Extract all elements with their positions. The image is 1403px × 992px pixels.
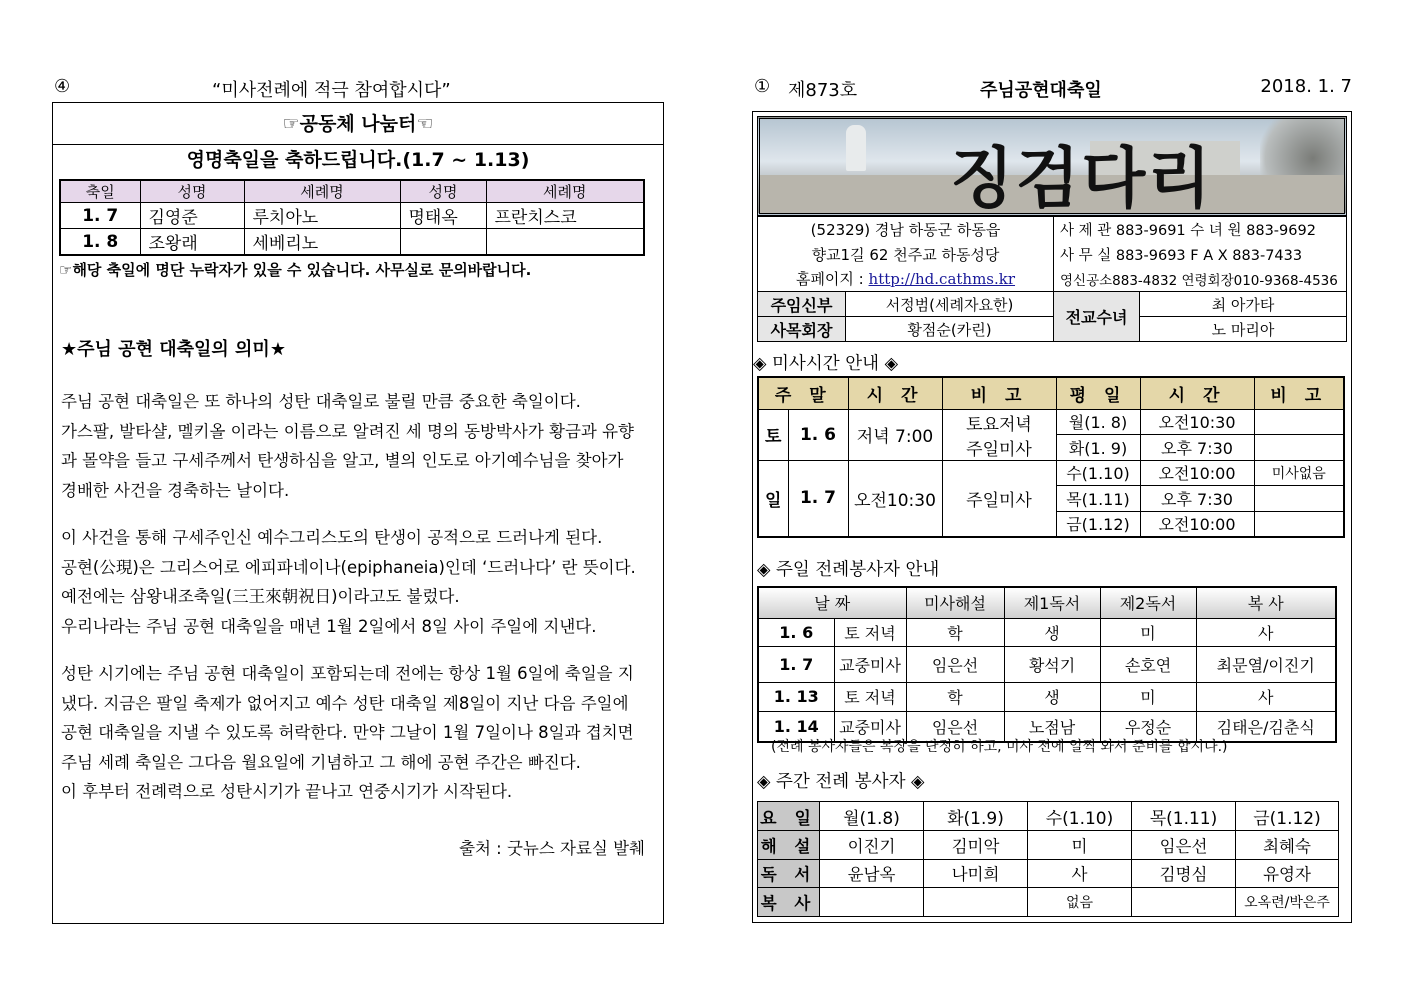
table-header: 미사해설	[906, 587, 1004, 618]
table-header: 화(1.9)	[924, 802, 1028, 831]
bulletin-title: 주님공현대축일	[980, 80, 1102, 101]
table-cell: 세베리노	[244, 229, 400, 256]
weekday-time: 오전10:00	[1140, 460, 1254, 486]
text-line: 이 사건을 통해 구세주인신 예수그리스도의 탄생이 공적으로 드러나게 된다.	[61, 528, 603, 547]
pastor-label: 주임신부	[758, 292, 846, 317]
weekday: 화(1. 9)	[1056, 435, 1140, 461]
table-cell: 오옥련/박은주	[1236, 888, 1339, 917]
table-header-row	[60, 180, 644, 203]
table-cell: 1. 14	[758, 711, 834, 742]
bulletin-name: 징검다리	[950, 139, 1214, 216]
table-header: 축일	[60, 180, 140, 203]
table-header: 비 고	[942, 377, 1056, 409]
table-header: 세례명	[486, 180, 644, 203]
mass-schedule-table	[757, 376, 1345, 538]
weekday: 금(1.12)	[1056, 511, 1140, 537]
weekday-note	[1254, 435, 1344, 461]
table-header: 평 일	[1056, 377, 1140, 409]
table-cell: 생	[1004, 618, 1100, 647]
text-line: 주님 공현 대축일은 또 하나의 성탄 대축일로 불릴 만큼 중요한 축일이다.	[61, 392, 581, 411]
text-line: 경배한 사건을 경축하는 날이다.	[61, 480, 290, 500]
right-page-content	[752, 111, 1352, 923]
table-header: 금(1.12)	[1236, 802, 1339, 831]
table-cell: 1. 6	[758, 618, 834, 647]
contact-line: 사 제 관 883-9691 수 녀 원 883-9692	[1054, 217, 1347, 242]
table-cell: 사	[1028, 859, 1132, 888]
table-cell: 1. 7	[60, 203, 140, 229]
left-page-number: ④	[54, 76, 71, 97]
text-line: 공현 대축일을 지낼 수 있도록 허락한다. 만약 그날이 1월 7일이나 8일과 겹치면	[61, 723, 634, 742]
table-cell: 이진기	[820, 831, 924, 860]
weekly-servers-table	[757, 801, 1339, 917]
council-label: 사목회장	[758, 317, 846, 342]
table-row	[758, 317, 1347, 342]
table-row	[758, 217, 1347, 242]
feast-day-table	[59, 179, 645, 256]
text-line: 과 몰약을 들고 구세주께서 탄생하심을 알고, 별의 인도로 아기예수님을 찾아가	[61, 451, 624, 470]
slogan: “미사전례에 적극 참여합시다”	[212, 80, 451, 101]
text-line: 이 후부터 전례력으로 성탄시기가 끝나고 연중시기가 시작된다.	[61, 782, 513, 801]
table-header-row	[758, 587, 1336, 618]
feast-notice: ☞해당 축일에 명단 누락자가 있을 수 있습니다. 사무실로 문의바랍니다.	[59, 261, 532, 279]
text-line: 냈다. 지금은 팔일 축제가 없어지고 예수 성탄 대축일 제8일이 지난 다음 주일에	[61, 693, 629, 713]
table-cell	[400, 229, 486, 256]
table-cell: 김영준	[140, 203, 244, 229]
table-cell: 사	[1196, 618, 1336, 647]
table-cell	[1132, 888, 1236, 917]
table-row	[758, 683, 1336, 712]
note-line: 토요저녁	[966, 414, 1032, 435]
table-cell: 윤남옥	[820, 859, 924, 888]
table-cell	[924, 888, 1028, 917]
address-line: (52329) 경남 하동군 하동읍	[758, 217, 1054, 242]
sister-name: 노 마리아	[1140, 317, 1347, 342]
right-page-number: ①	[754, 76, 771, 97]
table-cell: 나미희	[924, 859, 1028, 888]
table-cell: 김태은/김춘식	[1196, 711, 1336, 742]
table-cell: 1. 7	[758, 647, 834, 683]
table-header: 시 간	[1140, 377, 1254, 409]
note-line: 주일미사	[966, 439, 1032, 460]
table-cell: 최혜숙	[1236, 831, 1339, 860]
weekday-note	[1254, 409, 1344, 435]
weekday-note: 미사없음	[1254, 460, 1344, 486]
table-cell: 임은선	[1132, 831, 1236, 860]
table-cell: 생	[1004, 683, 1100, 712]
table-header: 제1독서	[1004, 587, 1100, 618]
weekday: 월(1. 8)	[1056, 409, 1140, 435]
weekday-time: 오후 7:30	[1140, 435, 1254, 461]
table-cell: 사	[1196, 683, 1336, 712]
homepage	[758, 267, 1054, 292]
table-row	[758, 859, 1339, 888]
table-cell: 복 사	[758, 888, 820, 917]
table-row	[758, 888, 1339, 917]
statue-illustration	[846, 125, 866, 171]
community-title: ☞공동체 나눔터☜	[53, 103, 663, 145]
table-cell: 토 저녁	[834, 683, 906, 712]
table-header: 복 사	[1196, 587, 1336, 618]
text-line: 주님 세례 축일은 그다음 월요일에 기념하고 그 해에 공현 주간은 빠진다.	[61, 752, 581, 772]
table-cell	[486, 229, 644, 256]
table-header-row	[758, 802, 1339, 831]
homepage-label: 홈페이지 :	[795, 270, 864, 289]
table-header: 날 짜	[758, 587, 906, 618]
table-row	[60, 203, 644, 229]
table-cell	[820, 888, 924, 917]
bulletin-date: 2018. 1. 7	[1260, 76, 1352, 97]
paragraph	[61, 387, 657, 505]
table-header-row	[758, 377, 1344, 409]
table-cell: 1. 8	[60, 229, 140, 256]
weekend-date: 1. 7	[788, 460, 848, 537]
table-cell: 우정순	[1100, 711, 1196, 742]
weekend-day: 토	[758, 409, 788, 460]
table-row	[758, 647, 1336, 683]
table-cell: 손호연	[1100, 647, 1196, 683]
table-cell: 황석기	[1004, 647, 1100, 683]
weekday-time: 오전10:30	[1140, 409, 1254, 435]
sunday-servers-title: ◈ 주일 전례봉사자 안내	[757, 560, 940, 580]
table-cell: 해 설	[758, 831, 820, 860]
weekend-day: 일	[758, 460, 788, 537]
sister-label: 전교수녀	[1054, 292, 1140, 342]
table-cell: 임은선	[906, 711, 1004, 742]
weekday: 목(1.11)	[1056, 486, 1140, 512]
table-header: 주 말	[758, 377, 848, 409]
table-cell: 루치아노	[244, 203, 400, 229]
meaning-title: ★주님 공현 대축일의 의미★	[61, 339, 286, 360]
source-credit: 출처 : 굿뉴스 자료실 발췌	[459, 839, 645, 858]
table-cell: 학	[906, 683, 1004, 712]
weekend-note: 주일미사	[942, 460, 1056, 537]
weekday-note	[1254, 486, 1344, 512]
text-line: 공현(公現)은 그리스어로 에피파네이나(epiphaneia)인데 ‘드러나다’ 란 뜻이다.	[61, 557, 636, 577]
table-cell: 교중미사	[834, 647, 906, 683]
table-cell: 최문열/이진기	[1196, 647, 1336, 683]
table-cell: 노점남	[1004, 711, 1100, 742]
sunday-servers-table	[757, 586, 1337, 743]
table-cell: 학	[906, 618, 1004, 647]
table-header: 수(1.10)	[1028, 802, 1132, 831]
issue-number: 제873호	[788, 80, 858, 101]
weekday-note	[1254, 511, 1344, 537]
table-cell: 명태옥	[400, 203, 486, 229]
table-cell: 1. 13	[758, 683, 834, 712]
text-line: 우리나라는 주님 공현 대축일을 매년 1월 2일에서 8일 사이 주일에 지낸다.	[61, 616, 597, 636]
weekend-date: 1. 6	[788, 409, 848, 460]
parish-info-table	[757, 216, 1347, 342]
weekday-time: 오후 7:30	[1140, 486, 1254, 512]
text-line: 성탄 시기에는 주님 공현 대축일이 포함되는데 전에는 항상 1월 6일에 축일을 지	[61, 664, 634, 683]
contact-line: 영신공소883-4832 연령회장010-9368-4536	[1054, 267, 1347, 292]
table-cell: 임은선	[906, 647, 1004, 683]
weekend-time: 저녁 7:00	[848, 409, 942, 460]
paragraph	[61, 659, 657, 807]
table-cell: 김미악	[924, 831, 1028, 860]
table-header: 시 간	[848, 377, 942, 409]
table-cell: 미	[1100, 683, 1196, 712]
table-row	[758, 292, 1347, 317]
table-header: 성명	[140, 180, 244, 203]
left-page-header	[52, 76, 664, 102]
sister-name: 최 아가타	[1140, 292, 1347, 317]
table-header: 성명	[400, 180, 486, 203]
address-line: 향교1길 62 천주교 하동성당	[758, 242, 1054, 267]
table-header: 제2독서	[1100, 587, 1196, 618]
masthead-banner	[757, 116, 1347, 216]
table-header: 요 일	[758, 802, 820, 831]
contact-line: 사 무 실 883-9693 F A X 883-7433	[1054, 242, 1347, 267]
weekday: 수(1.10)	[1056, 460, 1140, 486]
pastor-name: 서정범(세례자요한)	[846, 292, 1054, 317]
mass-schedule-title: ◈ 미사시간 안내 ◈	[753, 354, 899, 374]
left-page-content	[52, 102, 664, 924]
table-row	[758, 618, 1336, 647]
table-row	[758, 242, 1347, 267]
weekly-servers-title: ◈ 주간 전례 봉사자 ◈	[757, 772, 925, 792]
table-cell: 없음	[1028, 888, 1132, 917]
table-cell: 미	[1028, 831, 1132, 860]
table-cell: 프란치스코	[486, 203, 644, 229]
table-header: 월(1.8)	[820, 802, 924, 831]
table-row	[758, 831, 1339, 860]
table-header: 비 고	[1254, 377, 1344, 409]
table-cell: 미	[1100, 618, 1196, 647]
paragraph	[61, 523, 657, 641]
weekend-time: 오전10:30	[848, 460, 942, 537]
table-cell: 교중미사	[834, 711, 906, 742]
table-row	[758, 267, 1347, 292]
table-cell: 김명심	[1132, 859, 1236, 888]
table-header: 세례명	[244, 180, 400, 203]
table-cell: 토 저녁	[834, 618, 906, 647]
weekday-time: 오전10:00	[1140, 511, 1254, 537]
table-cell: 유영자	[1236, 859, 1339, 888]
table-cell: 독 서	[758, 859, 820, 888]
servers-note: (전례 봉사자들은 복장을 단정히 하고, 미사 전에 일찍 와서 준비를 합시다.)	[771, 739, 1228, 755]
table-cell: 조왕래	[140, 229, 244, 256]
table-row	[758, 409, 1344, 435]
table-header: 목(1.11)	[1132, 802, 1236, 831]
table-row	[758, 460, 1344, 486]
text-line: 예전에는 삼왕내조축일(三王來朝祝日)이라고도 불렀다.	[61, 587, 460, 606]
right-page-header	[752, 76, 1352, 102]
table-row	[60, 229, 644, 256]
council-name: 황점순(카린)	[846, 317, 1054, 342]
homepage-link[interactable]: http://hd.cathms.kr	[868, 270, 1016, 289]
text-line: 가스팔, 발타샬, 멜키올 이라는 이름으로 알려진 세 명의 동방박사가 황금과 유향	[61, 421, 634, 441]
weekend-note	[942, 409, 1056, 460]
feast-title: 영명축일을 축하드립니다.(1.7 ~ 1.13)	[186, 149, 530, 171]
